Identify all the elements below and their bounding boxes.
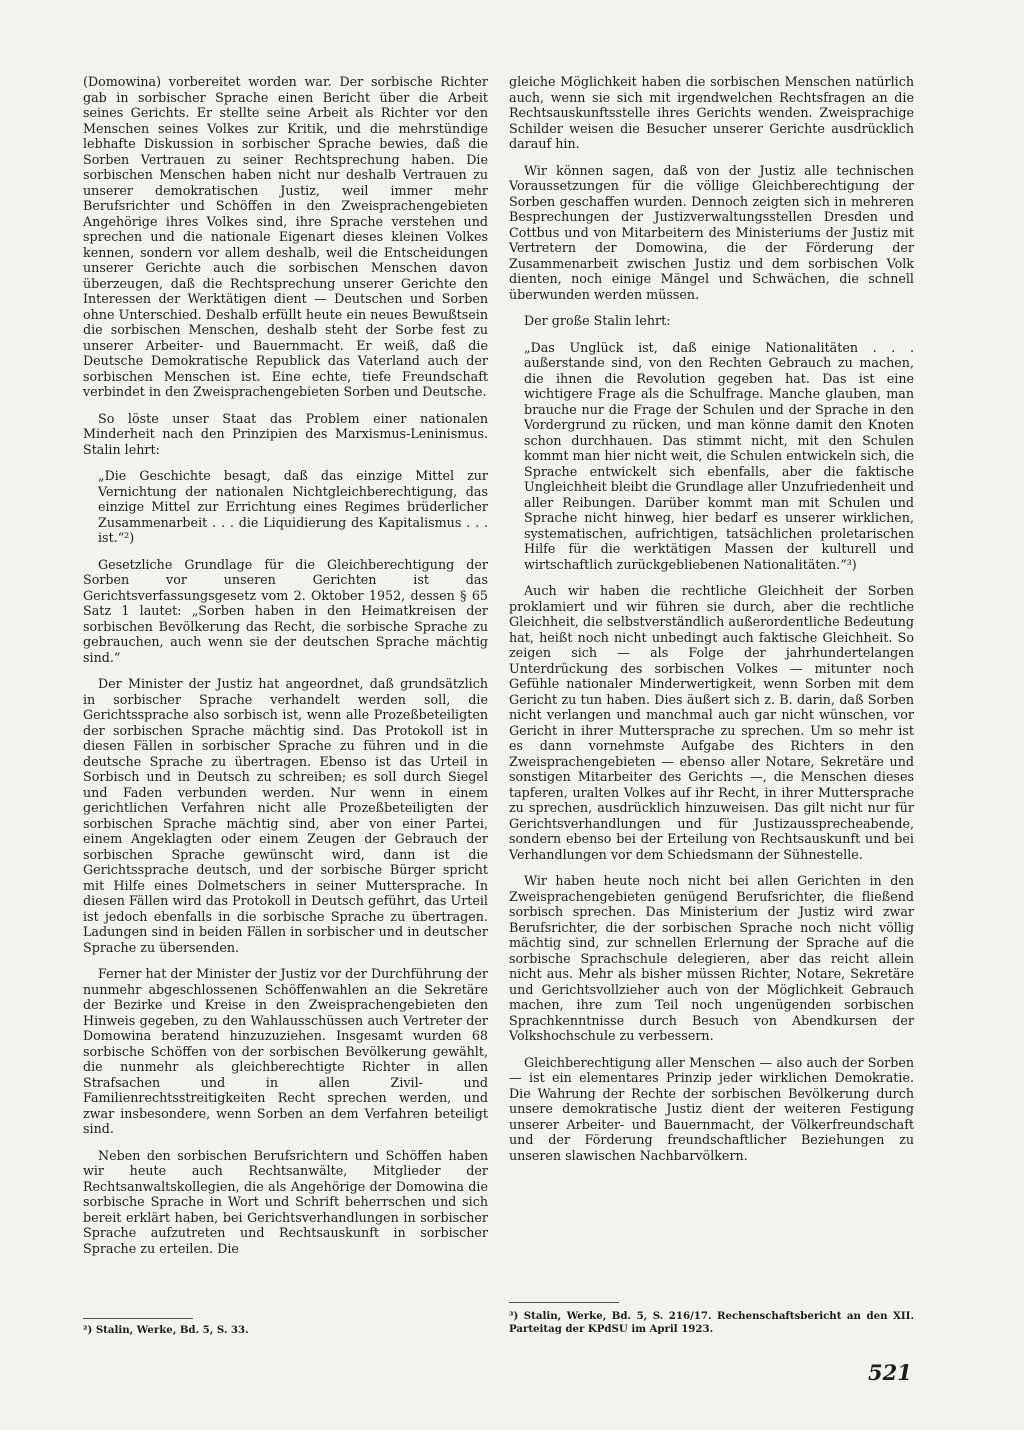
paragraph: Wir können sagen, daß von der Justiz alle technischen Voraussetzungen für die völlige Gleichberechtigung der Sorben geschaffen wurden. Dennoch zeigten sich in mehreren Besprechungen der Justizverwaltungsstellen Dresden und Cottbus und von Mitarbeitern des Ministeriums der Justiz mit Vertretern der Domowina, die der Förderung der Zusammenarbeit zwischen Justiz und dem sorbischen Volk dienten, noch einige Mängel und Schwächen, die schnell überwunden werden müssen. <box>509 162 914 302</box>
footnote-rule-right <box>509 1302 619 1303</box>
left-column <box>83 74 488 1256</box>
paragraph: Auch wir haben die rechtliche Gleichheit der Sorben proklamiert und wir führen sie durch, aber die rechtliche Gleichheit, die selbstverständlich außerordentliche Bedeutung hat, heißt noch nicht unbedingt auch faktische Gleichheit. So zeigen sich — als Folge der jahrhundertelangen Unterdrückung des sorbischen Volkes — mitunter noch Gefühle nationaler Minderwertigkeit, wenn Sorben mit dem Gericht zu tun haben. Dies äußert sich z. B. darin, daß Sorben nicht verlangen und manchmal auch gar nicht wünschen, vor Gericht in ihrer Muttersprache zu sprechen. Um so mehr ist es dann vornehmste Aufgabe des Richters in den Zweisprachengebieten — ebenso aller Notare, Sekretäre und sonstigen Mitarbeiter des Gerichts —, die Menschen dieses tapferen, uralten Volkes auf ihr Recht, in ihrer Muttersprache zu sprechen, ausdrücklich hinzuweisen. Das gilt nicht nur für Gerichtsverhandlungen und für Justizaussprecheabende, sondern ebenso bei der Erteilung von Rechtsauskunft und bei Verhandlungen vor dem Schiedsmann der Sühnestelle. <box>509 583 914 862</box>
footnote-rule-left <box>83 1318 193 1319</box>
footnote-left: ²) Stalin, Werke, Bd. 5, S. 33. <box>83 1324 249 1336</box>
paragraph: Der große Stalin lehrt: <box>524 313 671 328</box>
paragraph: Neben den sorbischen Berufsrichtern und Schöffen haben wir heute auch Rechtsanwälte, Mitglieder der Rechtsanwaltskollegien, die als Angehörige der Domowina die sorbische Sprache in Wort und Schrift beherrschen und sich bereit erklärt haben, bei Gerichtsverhandlungen in sorbischer Sprache aufzutreten und Rechtsauskunft in sorbischer Sprache zu erteilen. Die <box>83 1147 488 1256</box>
block-quote: „Die Geschichte besagt, daß das einzige Mittel zur Vernichtung der nationalen Nichtgleichberechtigung, das einzige Mittel zur Errichtung eines Regimes brüderlicher Zusammenarbeit . . . die Liquidierung des Kapitalismus . . . ist.“²) <box>98 468 488 545</box>
paragraph: Gleichberechtigung aller Menschen — also auch der Sorben — ist ein elementares Prinzip jeder wirklichen Demokratie. Die Wahrung der Rechte der sorbischen Bevölkerung durch unsere demokratische Justiz dient der weiteren Festigung unserer Arbeiter- und Bauernmacht, der Völkerfreundschaft und der Förderung freundschaftlicher Beziehungen zu unseren slawischen Nachbarvölkern. <box>509 1054 914 1163</box>
right-column <box>509 74 914 1163</box>
paragraph: (Domowina) vorbereitet worden war. Der sorbische Richter gab in sorbischer Sprache einen Bericht über die Arbeit seines Gerichts. Er stellte seine Arbeit als Richter vor den Menschen seines Volkes zur Kritik, und die mehrstündige lebhafte Diskussion in sorbischer Sprache bewies, daß die Sorben Vertrauen zu seiner Rechtsprechung haben. Die sorbischen Menschen haben nicht nur deshalb Vertrauen zu unserer demokratischen Justiz, weil immer mehr Berufsrichter und Schöffen in den Zweisprachengebieten Angehörige ihres Volkes sind, ihre Sprache verstehen und sprechen und die nationale Eigenart dieses kleinen Volkes kennen, sondern vor allem deshalb, weil die Entscheidungen unserer Gerichte auch die sorbischen Menschen davon überzeugen, daß die Rechtsprechung unserer Gerichte den Interessen der Werktätigen dient — Deutschen und Sorben ohne Unterschied. Deshalb erfüllt heute ein neues Bewußtsein die sorbischen Menschen, deshalb steht der Sorbe fest zu unserer Arbeiter- und Bauernmacht. Er weiß, daß die Deutsche Demokratische Republick das Vaterland auch der sorbischen Menschen ist. Eine echte, tiefe Freundschaft verbindet in den Zweisprachengebieten Sorben und Deutsche. <box>83 74 488 399</box>
paragraph: Gesetzliche Grundlage für die Gleichberechtigung der Sorben vor unseren Gerichten ist das Gerichtsverfassungsgesetz vom 2. Oktober 1952, dessen § 65 Satz 1 lautet: „Sorben haben in den Heimatkreisen der sorbischen Bevölkerung das Recht, die sorbische Sprache zu gebrauchen, auch wenn sie der deutschen Sprache mächtig sind.“ <box>83 556 488 665</box>
paragraph: Der Minister der Justiz hat angeordnet, daß grundsätzlich in sorbischer Sprache verhandelt werden soll, die Gerichtssprache also sorbisch ist, wenn alle Prozeßbeteiligten der sorbischen Sprache mächtig sind. Das Protokoll ist in diesen Fällen in sorbischer Sprache zu führen und in die deutsche Sprache zu übertragen. Ebenso ist das Urteil in Sorbisch und in Deutsch zu schreiben; es soll durch Siegel und Faden verbunden werden. Nur wenn in einem gerichtlichen Verfahren nicht alle Prozeßbeteiligten der sorbischen Sprache mächtig sind, aber von einer Partei, einem Angeklagten oder einem Zeugen der Gebrauch der sorbischen Sprache gewünscht wird, dann ist die Gerichtssprache deutsch, und der sorbische Bürger spricht mit Hilfe eines Dolmetschers in seiner Muttersprache. In diesen Fällen wird das Protokoll in Deutsch geführt, das Urteil ist jedoch ebenfalls in die sorbische Sprache zu übertragen. Ladungen sind in beiden Fällen in sorbischer und in deutscher Sprache zu übersenden. <box>83 676 488 955</box>
paragraph: gleiche Möglichkeit haben die sorbischen Menschen natürlich auch, wenn sie sich mit irgendwelchen Rechtsfragen an die Rechtsauskunftsstelle ihres Gerichts wenden. Zweisprachige Schilder weisen die Besucher unserer Gerichte ausdrücklich darauf hin. <box>509 74 914 151</box>
paragraph: Ferner hat der Minister der Justiz vor der Durchführung der nunmehr abgeschlossenen Schöffenwahlen an die Sekretäre der Bezirke und Kreise in den Zweisprachengebieten den Hinweis gegeben, zu den Wahlausschüssen auch Vertreter der Domowina beratend hinzuzuziehen. Insgesamt wurden 68 sorbische Schöffen von der sorbischen Bevölkerung gewählt, die nunmehr als gleichberechtigte Richter in allen Strafsachen und in allen Zivil- und Familienrechtsstreitigkeiten Recht sprechen werden, und zwar insbesondere, wenn Sorben an dem Verfahren beteiligt sind. <box>83 966 488 1136</box>
block-quote: „Das Unglück ist, daß einige Nationalitäten . . . außerstande sind, von den Rechten Gebrauch zu machen, die ihnen die Revolution gegeben hat. Das ist eine wichtigere Frage als die Schulfrage. Manche glauben, man brauche nur die Frage der Schulen und der Sprache in den Vordergrund zu rücken, und man könne damit den Knoten schon durchhauen. Das stimmt nicht, mit den Schulen kommt man hier nicht weit, die Schulen entwickeln sich, die Sprache entwickelt sich ebenfalls, aber die faktische Ungleichheit bleibt die Grundlage aller Unzufriedenheit und aller Reibungen. Darüber kommt man mit Schulen und Sprache nicht hinweg, hier bedarf es unserer wirklichen, systematischen, aufrichtigen, tatsächlichen proletarischen Hilfe für die werktätigen Massen der kulturell und wirtschaftlich zurückgebliebenen Nationalitäten.“³) <box>524 339 914 572</box>
paragraph: So löste unser Staat das Problem einer nationalen Minderheit nach den Prinzipien des Marxismus-Leninismus. Stalin lehrt: <box>83 410 488 457</box>
page-number: 521 <box>868 1360 912 1385</box>
footnote-right: ³) Stalin, Werke, Bd. 5, S. 216/17. Rechenschaftsbericht an den XII. Parteitag der KPdSU im April 1923. <box>509 1310 914 1335</box>
paragraph: Wir haben heute noch nicht bei allen Gerichten in den Zweisprachengebieten genügend Berufsrichter, die fließend sorbisch sprechen. Das Ministerium der Justiz wird zwar Berufsrichter, die der sorbischen Sprache noch nicht völlig mächtig sind, zur schnellen Erlernung der Sprache auf die sorbische Sprachschule delegieren, aber das reicht allein nicht aus. Mehr als bisher müssen Richter, Notare, Sekretäre und Gerichtsvollzieher auch von der Möglichkeit Gebrauch machen, ihre zum Teil noch ungenügenden sorbischen Sprachkenntnisse durch Besuch von Abendkursen der Volkshochschule zu verbessern. <box>509 873 914 1043</box>
